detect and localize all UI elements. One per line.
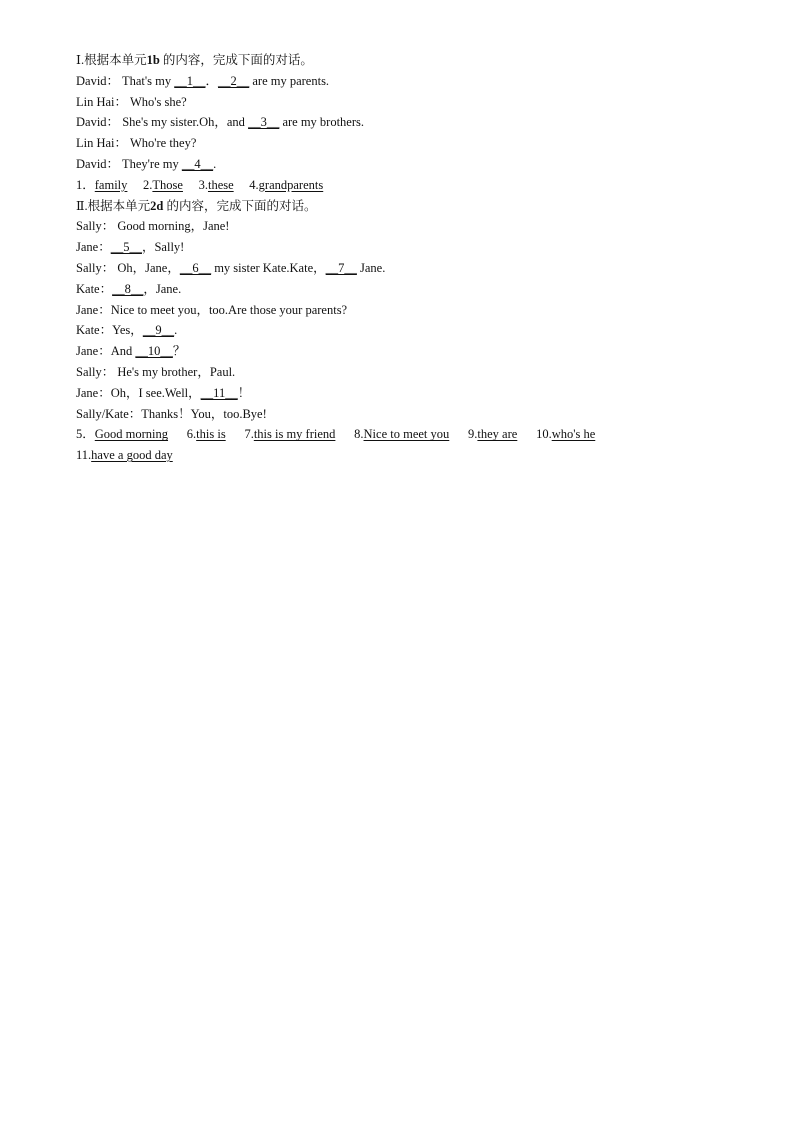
dialogue-line: Sally/Kate：Thanks！You，too.Bye!	[76, 406, 267, 421]
answer-3: these	[207, 177, 234, 192]
blank-2: __2__	[217, 73, 250, 88]
section2-title: Ⅱ.根据本单元2d 的内容，完成下面的对话。	[76, 198, 317, 213]
answer-10: who's he	[551, 427, 596, 442]
dialogue-line: Kate：__8__，Jane.	[76, 281, 182, 296]
dialogue-line: Sally： Oh，Jane，__6__ my sister Kate.Kate，__7__ Jane.	[76, 260, 386, 275]
dialogue-line: Jane：Oh，I see.Well，__11__！	[76, 385, 251, 400]
dialogue-line: Lin Hai： Who's she?	[76, 94, 187, 109]
answer-6: this is	[196, 427, 226, 442]
answer-9: they are	[477, 427, 518, 442]
dialogue-line: Jane：And __10__？	[76, 344, 186, 359]
blank-4: __4__	[181, 156, 214, 171]
dialogue-line: David： That's my __1__．__2__ are my parents.	[76, 73, 330, 88]
section2-title-bold: 2d	[150, 198, 164, 213]
blank-11: __11__	[200, 385, 238, 400]
section1-title: Ⅰ.根据本单元1b 的内容，完成下面的对话。	[76, 53, 313, 67]
blank-7: __7__	[325, 260, 357, 275]
blank-8: __8__	[112, 281, 144, 296]
section1-answers: 1．family 2.Those 3.these 4.grandparents	[76, 177, 324, 192]
answer-2: Those	[152, 177, 183, 192]
dialogue-line: Sally： Good morning，Jane!	[76, 219, 230, 234]
answer-5: Good morning	[94, 427, 169, 442]
worksheet-content	[76, 50, 756, 466]
dialogue-line: Lin Hai： Who're they?	[76, 136, 197, 151]
blank-3: __3__	[248, 115, 280, 130]
blank-1: __1__	[174, 73, 206, 88]
blank-5: __5__	[110, 240, 142, 255]
answer-1: family	[94, 177, 128, 192]
dialogue-line: David： She's my sister.Oh，and __3__ are my brothers.	[76, 115, 365, 130]
answer-11: have a good day	[91, 448, 173, 463]
blank-10: __10__	[135, 344, 173, 359]
dialogue-line: Jane：Nice to meet you，too.Are those your parents?	[76, 302, 348, 317]
blank-6: __6__	[179, 260, 212, 275]
dialogue-line: David： They're my __4__.	[76, 156, 217, 171]
answer-7: this is my friend	[253, 427, 336, 442]
answer-4: grandparents	[258, 177, 324, 192]
dialogue-line: Kate：Yes，__9__.	[76, 323, 178, 338]
section2-answers-line2: 11.have a good day	[76, 448, 173, 463]
section1-title-bold: 1b	[146, 53, 160, 67]
answer-8: Nice to meet you	[363, 427, 450, 442]
dialogue-line: Sally： He's my brother，Paul.	[76, 364, 236, 379]
section2-answers: 5．Good morning 6.this is 7.this is my friend 8.Nice to meet you 9.they are 10.who's he	[76, 427, 596, 442]
blank-9: __9__	[142, 323, 175, 338]
dialogue-line: Jane：__5__，Sally!	[76, 240, 185, 255]
